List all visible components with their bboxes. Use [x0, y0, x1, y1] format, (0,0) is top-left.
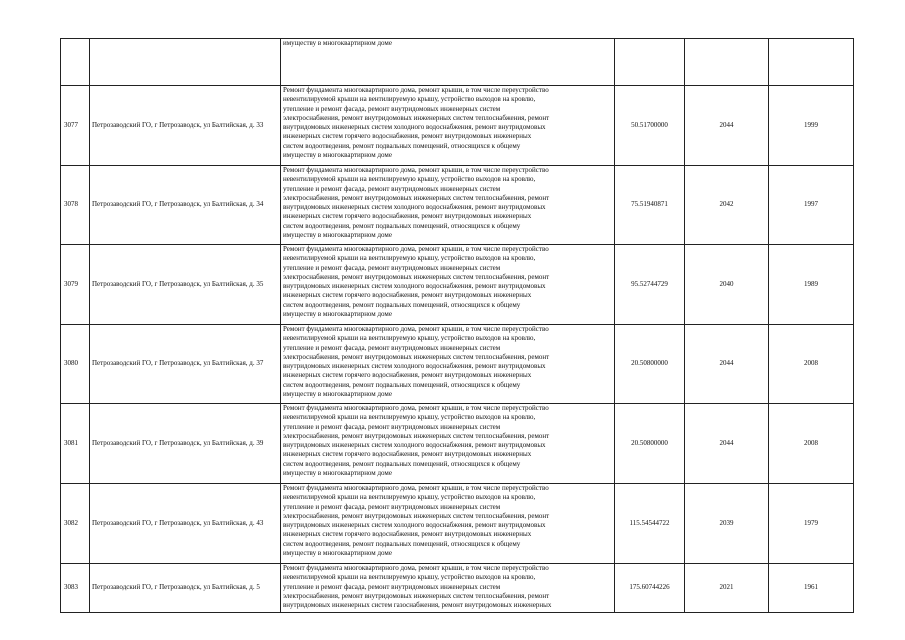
- row-year-plan: 2021: [685, 564, 769, 613]
- capital-repair-table: [60, 38, 854, 613]
- row-number: 3078: [61, 166, 90, 245]
- row-number: 3080: [61, 325, 90, 404]
- row-cost: 50.51700000: [615, 86, 685, 166]
- row-year-built: [769, 39, 854, 86]
- row-work-list: Ремонт фундамента многоквартирного дома, ремонт крыши, в том числе переустройство невентилируемой крыши на вентилируемую крышу, устройство выходов на кровлю, утепление и ремонт фасада, ремонт внутридомовых инженерных систем электроснабжения, ремонт внутридомовых инженерных систем теплоснабжения, ремонт внутридомовых инженерных систем холодного водоснабжения, ремонт внутридомовых инженерных систем горячего водоснабжения, ремонт внутридомовых инженерных систем водоотведения, ремонт подвальных помещений, относящихся к общему имуществу в многоквартирном доме: [281, 404, 615, 484]
- row-address: [90, 39, 281, 86]
- table-row: [61, 245, 854, 325]
- row-cost: [615, 39, 685, 86]
- table-row: [61, 39, 854, 86]
- row-cost: 20.50800000: [615, 325, 685, 404]
- row-work-list: Ремонт фундамента многоквартирного дома, ремонт крыши, в том числе переустройство невентилируемой крыши на вентилируемую крышу, устройство выходов на кровлю, утепление и ремонт фасада, ремонт внутридомовых инженерных систем электроснабжения, ремонт внутридомовых инженерных систем теплоснабжения, ремонт внутридомовых инженерных систем холодного водоснабжения, ремонт внутридомовых инженерных систем горячего водоснабжения, ремонт внутридомовых инженерных систем водоотведения, ремонт подвальных помещений, относящихся к общему имуществу в многоквартирном доме: [281, 86, 615, 166]
- row-cost: 95.52744729: [615, 245, 685, 325]
- row-year-plan: 2039: [685, 484, 769, 564]
- row-work-list: Ремонт фундамента многоквартирного дома, ремонт крыши, в том числе переустройство невентилируемой крыши на вентилируемую крышу, устройство выходов на кровлю, утепление и ремонт фасада, ремонт внутридомовых инженерных систем электроснабжения, ремонт внутридомовых инженерных систем теплоснабжения, ремонт внутридомовых инженерных систем газоснабжения, ремонт внутридомовых инженерных: [281, 564, 615, 613]
- row-address: Петрозаводский ГО, г Петрозаводск, ул Балтийская, д. 33: [90, 86, 281, 166]
- row-year-built: 1997: [769, 166, 854, 245]
- row-cost: 20.50800000: [615, 404, 685, 484]
- row-year-plan: [685, 39, 769, 86]
- row-address: Петрозаводский ГО, г Петрозаводск, ул Балтийская, д. 39: [90, 404, 281, 484]
- row-year-built: 2008: [769, 325, 854, 404]
- row-number: 3081: [61, 404, 90, 484]
- row-year-plan: 2044: [685, 404, 769, 484]
- row-year-built: 1961: [769, 564, 854, 613]
- table-row: [61, 325, 854, 404]
- row-address: Петрозаводский ГО, г Петрозаводск, ул Балтийская, д. 37: [90, 325, 281, 404]
- table-row: [61, 86, 854, 166]
- row-year-plan: 2042: [685, 166, 769, 245]
- row-cost: 75.51940871: [615, 166, 685, 245]
- row-year-plan: 2044: [685, 86, 769, 166]
- row-cost: 115.54544722: [615, 484, 685, 564]
- row-work-list: Ремонт фундамента многоквартирного дома, ремонт крыши, в том числе переустройство невентилируемой крыши на вентилируемую крышу, устройство выходов на кровлю, утепление и ремонт фасада, ремонт внутридомовых инженерных систем электроснабжения, ремонт внутридомовых инженерных систем теплоснабжения, ремонт внутридомовых инженерных систем холодного водоснабжения, ремонт внутридомовых инженерных систем горячего водоснабжения, ремонт внутридомовых инженерных систем водоотведения, ремонт подвальных помещений, относящихся к общему имуществу в многоквартирном доме: [281, 484, 615, 564]
- row-cost: 175.60744226: [615, 564, 685, 613]
- row-year-built: 1999: [769, 86, 854, 166]
- row-number: 3079: [61, 245, 90, 325]
- table-row: [61, 484, 854, 564]
- row-number: 3082: [61, 484, 90, 564]
- row-year-built: 1989: [769, 245, 854, 325]
- table-row: [61, 404, 854, 484]
- row-address: Петрозаводский ГО, г Петрозаводск, ул Балтийская, д. 5: [90, 564, 281, 613]
- row-year-built: 1979: [769, 484, 854, 564]
- row-number: 3083: [61, 564, 90, 613]
- row-work-list: Ремонт фундамента многоквартирного дома, ремонт крыши, в том числе переустройство невентилируемой крыши на вентилируемую крышу, устройство выходов на кровлю, утепление и ремонт фасада, ремонт внутридомовых инженерных систем электроснабжения, ремонт внутридомовых инженерных систем теплоснабжения, ремонт внутридомовых инженерных систем холодного водоснабжения, ремонт внутридомовых инженерных систем горячего водоснабжения, ремонт внутридомовых инженерных систем водоотведения, ремонт подвальных помещений, относящихся к общему имуществу в многоквартирном доме: [281, 166, 615, 245]
- row-work-list: Ремонт фундамента многоквартирного дома, ремонт крыши, в том числе переустройство невентилируемой крыши на вентилируемую крышу, устройство выходов на кровлю, утепление и ремонт фасада, ремонт внутридомовых инженерных систем электроснабжения, ремонт внутридомовых инженерных систем теплоснабжения, ремонт внутридомовых инженерных систем холодного водоснабжения, ремонт внутридомовых инженерных систем горячего водоснабжения, ремонт внутридомовых инженерных систем водоотведения, ремонт подвальных помещений, относящихся к общему имуществу в многоквартирном доме: [281, 245, 615, 325]
- row-year-plan: 2040: [685, 245, 769, 325]
- row-number: [61, 39, 90, 86]
- row-address: Петрозаводский ГО, г Петрозаводск, ул Балтийская, д. 34: [90, 166, 281, 245]
- table-row: [61, 564, 854, 613]
- row-year-plan: 2044: [685, 325, 769, 404]
- row-address: Петрозаводский ГО, г Петрозаводск, ул Балтийская, д. 35: [90, 245, 281, 325]
- row-work-list: имуществу в многоквартирном доме: [281, 39, 615, 86]
- row-number: 3077: [61, 86, 90, 166]
- row-year-built: 2008: [769, 404, 854, 484]
- table-row: [61, 166, 854, 245]
- row-work-list: Ремонт фундамента многоквартирного дома, ремонт крыши, в том числе переустройство невентилируемой крыши на вентилируемую крышу, устройство выходов на кровлю, утепление и ремонт фасада, ремонт внутридомовых инженерных систем электроснабжения, ремонт внутридомовых инженерных систем теплоснабжения, ремонт внутридомовых инженерных систем холодного водоснабжения, ремонт внутридомовых инженерных систем горячего водоснабжения, ремонт внутридомовых инженерных систем водоотведения, ремонт подвальных помещений, относящихся к общему имуществу в многоквартирном доме: [281, 325, 615, 404]
- row-address: Петрозаводский ГО, г Петрозаводск, ул Балтийская, д. 43: [90, 484, 281, 564]
